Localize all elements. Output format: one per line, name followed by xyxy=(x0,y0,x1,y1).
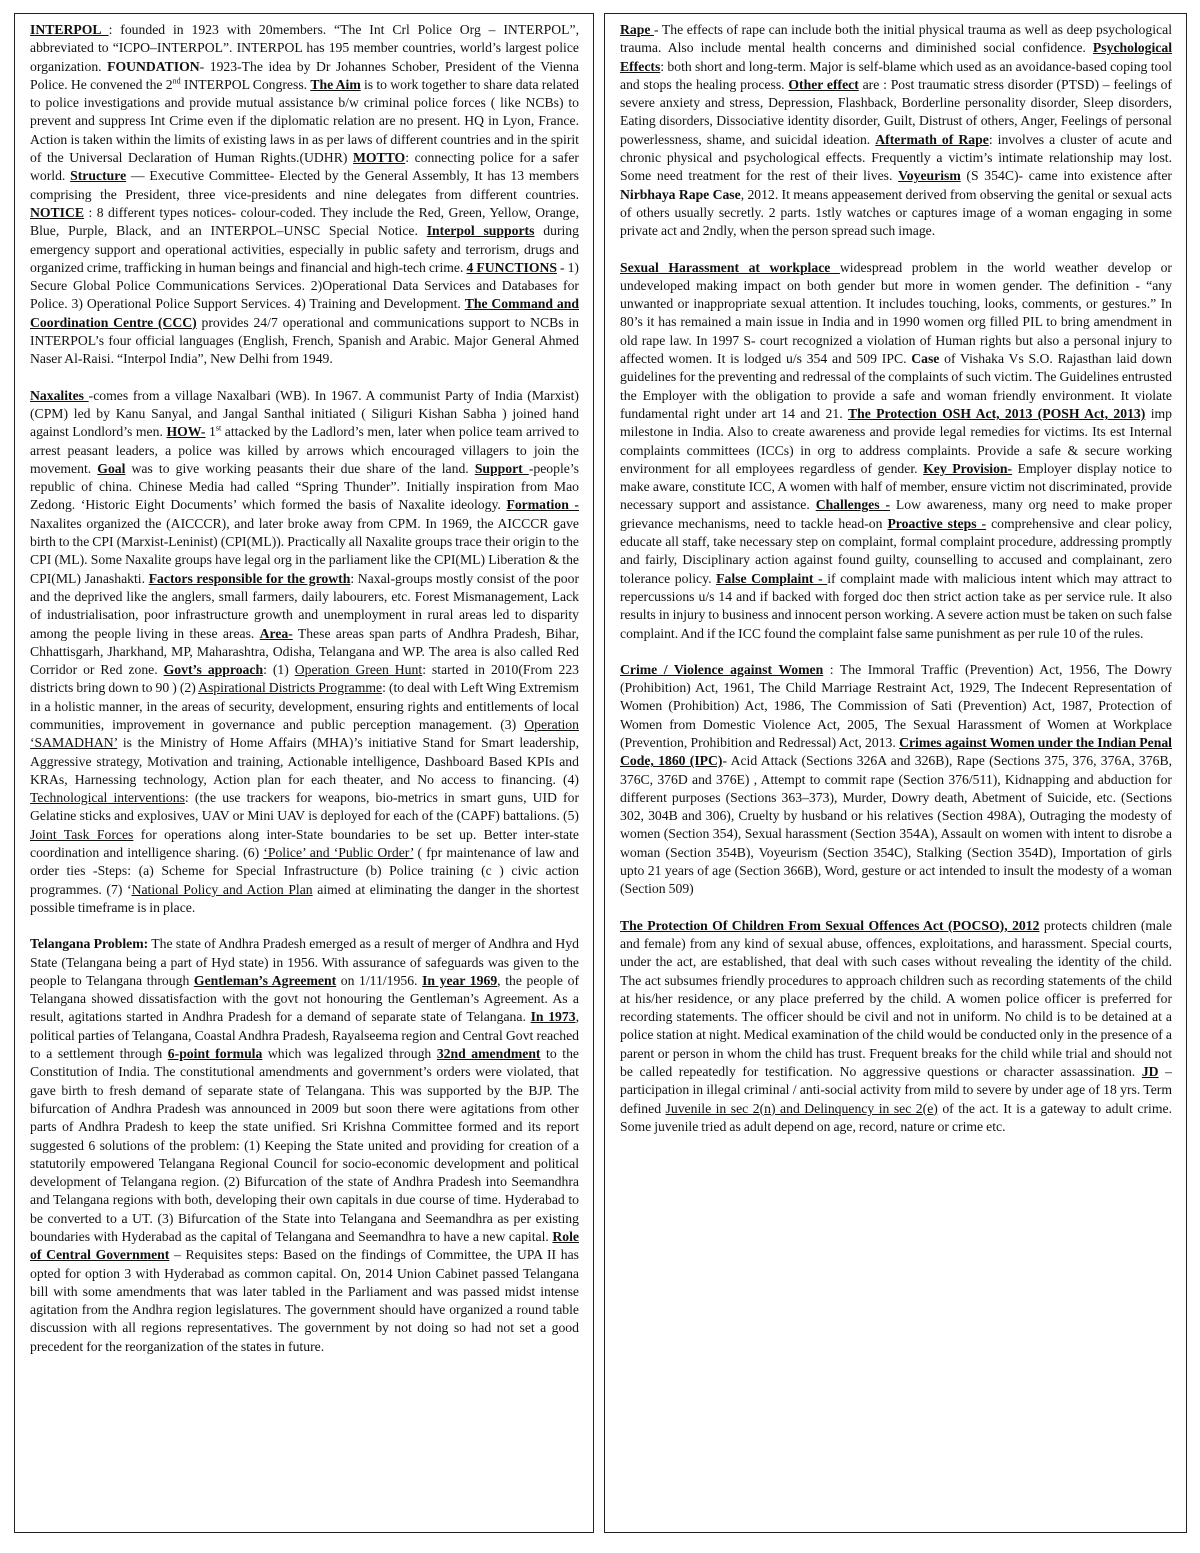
section-heading: Factors responsible for the growth xyxy=(148,570,351,586)
telangana-paragraph xyxy=(30,935,579,1356)
text-run: 1 xyxy=(205,424,216,440)
text-run: : started in 2010(From 223 districts bring down to 90 ) (2) xyxy=(30,662,580,696)
underlined-term: National Policy and Action Plan xyxy=(131,881,313,897)
underlined-term: Joint Task Forces xyxy=(30,826,134,842)
section-heading: The Protection Of Children From Sexual Offences Act (POCSO), 2012 xyxy=(620,917,1040,933)
section-heading: Gentleman’s Agreement xyxy=(193,972,337,988)
section-heading: In 1973 xyxy=(530,1009,576,1025)
text-run: protects children (male and female) from any kind of sexual abuse, offences, exploitations, and harassment. Special courts, under the act, are established, that deal with such cases without revealing the identity of the child. The act subsumes friendly procedures to approach children such as recording statements of the child at his/her residence, or any place preferred by the child. A women police officer is preferred for recording statements. The officer should be civil and not in uniform. No child is to be detained at a police station at night. Medical examination of the child would be conducted only in the presence of a parent or person in whom the child has trust. Frequent breaks for the child while trial and should not be called repeatedly for testification. No aggressive questions or character assassination. xyxy=(620,917,1173,1080)
naxalites-paragraph xyxy=(30,387,579,918)
text-run: of the act. It is a gateway to adult crime. Some juvenile tried as adult depend on age, record, nature or crime etc. xyxy=(620,1100,1172,1134)
section-heading: Voyeurism xyxy=(898,168,961,184)
section-heading: 4 FUNCTIONS xyxy=(466,259,557,275)
section-heading: Aftermath of Rape xyxy=(875,131,989,147)
section-heading: MOTTO xyxy=(352,150,406,166)
text-run: : both short and long-term. Major is self-blame which used as an avoidance-based coping tool and stops the healing process. xyxy=(620,58,1172,92)
section-heading: 32nd amendment xyxy=(436,1046,541,1062)
section-heading: Goal xyxy=(97,460,126,476)
section-heading: The Command and Coordination Centre (CCC) xyxy=(30,296,579,330)
text-run: : involves a cluster of acute and chronic physical and psychological effects. Frequently a victim’s intimate relationship may lost. Some need treatment for the rest of their lives. xyxy=(620,131,1172,184)
text-run: are : Post traumatic stress disorder (PTSD) – feelings of severe anxiety and stress, Depression, Flashback, Borderline personality disorder, Sleep disorders, Eating disorders, Dissociative identity disorder, Guilt, Distrust of others, Anger, Feelings of personal powerlessness, shame, and suicidal ideation. xyxy=(620,76,1172,147)
underlined-term: Technological interventions xyxy=(30,790,185,806)
text-run: Naxalites organized the (AICCCR), and later broke away from CPM. In 1969, the AICCCR gave birth to the CPI (Marxist-Leninist) (CPI(ML)). Practically all Naxalite groups trace their origin to the CPI (ML). Some Naxalite groups have legal org in the parliament like the CPI(ML) Liberation & the CPI(ML) Janashakti. xyxy=(30,515,579,586)
bold-term: FOUNDATION xyxy=(107,58,200,74)
text-run: aimed at eliminating the danger in the shortest possible timeframe is in place. xyxy=(30,881,580,915)
text-run: — Executive Committee- Elected by the General Assembly, It has 13 members comprising the President, three vice-presidents and nine delegates from different countries. xyxy=(30,168,579,202)
text-run: : (to deal with Left Wing Extremism in a holistic manner, in the areas of security, development, ensuring rights and entitlements of local communities, improvement in governance and public perception management. (3) xyxy=(30,680,579,732)
bold-term: Nirbhaya Rape Case xyxy=(620,186,741,202)
text-run: : The Immoral Traffic (Prevention) Act, 1956, The Dowry (Prohibition) Act, 1961, The Child Marriage Restraint Act, 1929, The Indecent Representation of Women (Prohibition) Act, 1986, The Commission of Sati (Prevention) Act, 1987, Protection of Women from Domestic Violence Act, 2005, The Sexual Harassment of Women at Workplace (Prevention, Prohibition and Redressal) Act, 2013. xyxy=(620,661,1172,750)
section-heading: 6-point formula xyxy=(167,1046,263,1062)
bold-term: Case xyxy=(911,351,940,367)
text-run: if complaint made with malicious intent which may attract to repercussions u/s 14 and if backed with forged doc then strict action take as per service rule. It also results in injury to business and innocent person working. A severe action must be taken on such false complaint. And if the ICC found the complaint false same punishment as per rule 10 of the rules. xyxy=(620,570,1172,641)
left-column xyxy=(14,13,594,1533)
text-run: provides 24/7 operational and communications support to NCBs in INTERPOL’s four official languages (English, French, Spanish and Arabic. Major General Ahmed Naser Al-Raisi. “Interpol India”, New Delhi from 1949. xyxy=(30,314,579,367)
text-run: - The effects of rape can include both the initial physical trauma as well as deep psychological trauma. Also include mental health concerns and diminished social confidence. xyxy=(620,22,1172,56)
text-run: : 8 different types notices- colour-coded. They include the Red, Green, Yellow, Orange, Blue, Purple, Black, and an INTERPOL–UNSC Special Notice. xyxy=(30,204,579,239)
sexual-harassment-paragraph xyxy=(620,259,1172,643)
text-run: : Naxal-groups mostly consist of the poor and the deprived like the anglers, small farmers, daily labourers, etc. Forest Mismanagement, Lack of industrialisation, poor infrastructure growth and unemployment in rural areas led to disparity among the people living in these areas. xyxy=(30,570,580,641)
text-run: to the Constitution of India. The constitutional amendments and government’s orders were violated, that gave birth to fresh demand of separate state of Telangana. This was supported by the BJP. The bifurcation of Andhra Pradesh was announced in 2009 but soon there were agitations from other parts of Andhra Pradesh to keep the state unified. Sri Krishna Committee formed and its report suggested 6 solutions of the problem: (1) Keeping the State united and providing for creation of a statutorily empowered Telangana Regional Council for socio-economic development and political development of Telangana region. (2) Bifurcation of the state of Andhra Pradesh into Seemandhra and Telangana regions with both, developing their own capitals in due course of time. Hyderabad to be converted to a UT. (3) Bifurcation of the State into Telangana and Seemandhra as per existing boundaries with Hyderabad as the capital of Telangana and Seemandhra to have a new capital. xyxy=(30,1046,579,1244)
text-run: : (the use trackers for weapons, bio-metrics in smart guns, UID for Gelatine sticks and explosives, UAV or Mini UAV is deployed for each of the (CAPF) battalions. (5) xyxy=(30,790,579,824)
section-heading: Other effect xyxy=(788,76,859,92)
section-heading: Naxalites xyxy=(30,387,89,403)
section-heading: Key Provision- xyxy=(923,460,1013,476)
text-run: : founded in 1923 with 20members. “The Int Crl Police Org – INTERPOL”, abbreviated to “ICPO–INTERPOL”. INTERPOL has 195 member countries, world’s largest police organization. xyxy=(30,22,579,74)
section-heading: Crimes against Women under the Indian Penal Code, 1860 (IPC) xyxy=(620,734,1172,769)
text-run: is the Ministry of Home Affairs (MHA)’s initiative Stand for Smart leadership, Aggressive strategy, Motivation and training, Actionable intelligence, Dashboard Based KPIs and KRAs, Harnessing technology, Action plan for each theater, and No access to financing. (4) xyxy=(30,735,579,787)
section-heading: Crime / Violence against Women xyxy=(620,661,824,677)
superscript: st xyxy=(215,423,222,433)
section-heading: Area- xyxy=(259,625,293,641)
text-run: imp milestone in India. Also to create awareness and provide legal remedies for victims. Its est Internal complaints committees (ICCs) in org to address complaints. Provide a safe & secure working environment for all employees regardless of gender. xyxy=(620,405,1172,476)
section-heading: HOW- xyxy=(166,424,206,440)
bold-term: Telangana Problem: xyxy=(30,936,149,952)
text-run: – Requisites steps: Based on the findings of Committee, the UPA II has opted for option 3 with Hyderabad as common capital. On, 2014 Union Cabinet passed Telangana bill with some amendments that was later tabled in the Parliament and was passed midst intense agitation from the Andhra region legislatures. The government should have organized a round table discussion with all regions representatives. The government by not doing so had not set a good precedent for the reorganization of the states in future. xyxy=(30,1247,579,1354)
text-run: -comes from a village Naxalbari (WB). In 1967. A communist Party of India (Marxist) (CPM) led by Kanu Sanyal, and Jangal Santhal initiated ( Siliguri Kishan Sabha ) joined hand against Londlord’s men. xyxy=(30,387,579,440)
text-run: - 1) Secure Global Police Communications Services. 2)Operational Data Services and Databases for Police. 3) Operational Police Support Services. 4) Training and Development. xyxy=(30,259,579,312)
text-run: widespread problem in the world weather develop or undeveloped making impact on both gender but more in women gender. The definition - “any unwanted or inappropriate sexual attention. It includes touching, looks, comments, or gestures.” In 80’s it has remained a main issue in India and in 1990 women org filled PIL to bring amendment in old rape law. In 1997 S- court recognized a violation of Human rights but also a personal injury to affected women. It is lodged u/s 354 and 509 IPC. xyxy=(620,259,1172,367)
text-run: - 1923-The idea by Dr Johannes Schober, President of the Vienna Police. He convened the 2 xyxy=(30,58,579,92)
interpol-paragraph xyxy=(30,21,579,369)
section-heading: Challenges - xyxy=(815,497,890,513)
text-run: – participation in illegal criminal / anti-social activity from mild to severe by under age of 18 yrs. Term defined xyxy=(620,1064,1173,1116)
text-run: : connecting police for a safer world. xyxy=(30,150,579,184)
text-run: ( fpr maintenance of law and order ties -Steps: (a) Scheme for Special Infrastructure (b) Police training (c ) civic action programmes. (7) ‘ xyxy=(30,845,579,897)
text-run: These areas span parts of Andhra Pradesh, Bihar, Chhattisgarh, Jharkhand, MP, Maharashtra, Odisha, Telangana and WP. The area is also called Red Corridor or Red zone. xyxy=(30,625,579,678)
section-heading: Interpol supports xyxy=(426,223,535,239)
superscript: nd xyxy=(172,76,181,86)
text-run: which was legalized through xyxy=(262,1046,437,1062)
text-run: : (1) xyxy=(263,662,295,678)
text-run: , the people of Telangana showed dissatisfaction with the govt not honouring the Gentleman’s Agreement. As a result, agitations started in Andhra Pradesh for a demand of separate state of Telangana. xyxy=(30,972,580,1025)
section-heading: Proactive steps - xyxy=(887,515,987,531)
text-run: , political parties of Telangana, Coastal Andhra Pradesh, Rayalseema region and Central Govt reached to a settlement through xyxy=(30,1009,579,1062)
section-heading: False Complaint - xyxy=(716,570,828,586)
pocso-paragraph xyxy=(620,917,1172,1137)
text-run: comprehensive and clear policy, educate all staff, take necessary step on complaint, formal complaint procedure, addressing promptly and fairly, Disciplinary action against found guilty, counselling to accused and complainant, zero tolerance policy. xyxy=(620,515,1172,586)
section-heading: Support xyxy=(474,460,529,476)
section-heading: The Protection OSH Act, 2013 (POSH Act, 2013) xyxy=(847,405,1146,421)
section-heading: Govt’s approach xyxy=(163,662,264,678)
text-run: attacked by the Ladlord’s men, later when police team arrived to arrest peasant leaders, a police was killed by arrows which encouraged villagers to join the movement. xyxy=(30,424,579,476)
text-run: -people’s republic of china. Chinese Media had called “Spring Thunder”. Initially inspiration from Mao Zedong. ‘Historic Eight Documents’ which formed the basis of Naxalite ideology. xyxy=(30,460,579,513)
underlined-term: Operation ‘SAMADHAN’ xyxy=(30,716,579,751)
text-run: , 2012. It means appeasement derived from observing the genital or sexual acts of others usually secretly. 2 parts. 1stly watches or captures image of a woman engaging in some private act and 2ndly, when the person spread such image. xyxy=(620,186,1172,239)
text-run: Employer display notice to make aware, constitute ICC, A women with half of member, ensure victim not discriminated, provide necessary support and assistance. xyxy=(620,460,1172,513)
section-heading: Formation - xyxy=(506,497,579,513)
section-heading: The Aim xyxy=(310,76,361,92)
section-heading: NOTICE xyxy=(30,204,85,220)
section-heading: Psychological Effects xyxy=(620,40,1172,74)
text-run: The state of Andhra Pradesh emerged as a result of merger of Andhra and Hyd State (Telangana being a part of Hyd state) in 1956. With assurance of safeguards was given to the people to Telangana through xyxy=(30,936,580,988)
underlined-term: Aspirational Districts Programme xyxy=(198,680,383,696)
crime-against-women-paragraph xyxy=(620,661,1172,899)
section-heading: Rape xyxy=(620,22,654,37)
text-run: was to give working peasants their due share of the land. xyxy=(125,460,475,476)
section-heading: INTERPOL xyxy=(30,22,109,37)
underlined-term: Operation Green Hunt xyxy=(294,662,423,678)
text-run: INTERPOL Congress. xyxy=(180,76,311,92)
text-run: of Vishaka Vs S.O. Rajasthan laid down guidelines for the preventing and redressal of the complaints of such victim. The Guidelines entrusted the Employer with the obligation to provide a safe and woman friendly environment. It violate fundamental right under art 14 and 21. xyxy=(620,351,1173,421)
right-column xyxy=(604,13,1187,1533)
text-run: during emergency support and operational activities, especially in public safety and terrorism, drugs and organized crime, trafficking in human beings and financial and high-tech crime. xyxy=(30,223,579,275)
text-run: (S 354C)- came into existence after xyxy=(960,168,1172,184)
section-heading: JD xyxy=(1141,1064,1159,1080)
rape-paragraph xyxy=(620,21,1172,241)
underlined-term: Juvenile in sec 2(n) and Delinquency in sec 2(e) xyxy=(665,1100,938,1116)
text-run: - Acid Attack (Sections 326A and 326B), Rape (Sections 375, 376, 376A, 376B, 376C, 376D and 376E) , Attempt to commit rape (Section 376/511), Kidnapping and abduction for different purposes (Sections 363–373), Murder, Dowry death, Abetment of Suicide, etc. (Sections 302, 304B and 306), Cruelty by husband or his relatives (Section 498A), Outraging the modesty of women (Section 354), Sexual harassment (Section 354A), Assault on women with intent to disrobe a woman (Section 354B), Voyeurism (Section 354C), Stalking (Section 354D), Importation of girls upto 21 years of age (Section 366B), Word, gesture or act intended to insult the modesty of a woman (Section 509) xyxy=(620,753,1172,897)
text-run: is to work together to share data related to police investigations and provide mutual assistance b/w criminal police forces ( like NCBs) to prevent and suppress Int Crime even if the diplomatic relation are no present. HQ in Lyon, France. Action is taken within the limits of existing laws in as per laws of different countries and in the spirit of the Universal Declaration of Human Rights.(UDHR) xyxy=(30,76,579,166)
section-heading: Structure xyxy=(70,168,127,184)
text-run: on 1/11/1956. xyxy=(336,972,423,988)
text-run: for operations along inter-State boundaries to be set up. Better inter-state coordination and intelligence sharing. (6) xyxy=(30,826,579,861)
section-heading: Role of Central Government xyxy=(30,1229,579,1263)
section-heading: Sexual Harassment at workplace xyxy=(620,259,840,275)
text-run: Low awareness, many org need to make proper grievance mechanisms, need to tackle head-on xyxy=(620,497,1172,531)
section-heading: In year 1969 xyxy=(422,972,498,988)
underlined-term: ‘Police’ and ‘Public Order’ xyxy=(263,845,414,861)
